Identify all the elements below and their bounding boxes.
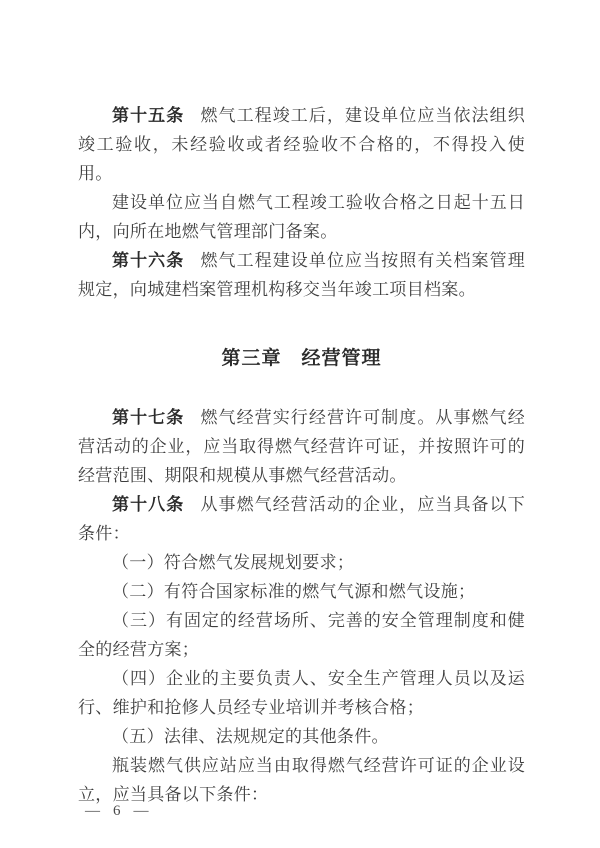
para-article-15-cont — [78, 188, 525, 246]
para-bottled-gas — [78, 751, 525, 809]
chapter-heading: 第三章 经营管理 — [221, 348, 382, 369]
bottled-gas-text: 瓶装燃气供应站应当由取得燃气经营许可证的企业设立，应当具备以下条件： — [78, 756, 525, 804]
document-body — [78, 101, 525, 809]
para-article-18 — [78, 490, 525, 548]
para-item-1 — [78, 548, 525, 577]
article-16-text: 燃气工程建设单位应当按照有关档案管理规定，向城建档案管理机构移交当年竣工项目档案。 — [78, 251, 525, 299]
article-16-number: 第十六条 — [112, 251, 185, 270]
para-item-2 — [78, 577, 525, 606]
item-4-text: （四）企业的主要负责人、安全生产管理人员以及运行、维护和抢修人员经专业培训并考核合格； — [78, 669, 525, 717]
item-3-text: （三）有固定的经营场所、完善的安全管理制度和健全的经营方案； — [78, 611, 525, 659]
article-17-text: 燃气经营实行经营许可制度。从事燃气经营活动的企业，应当取得燃气经营许可证，并按照许可的经营范围、期限和规模从事燃气经营活动。 — [78, 408, 525, 485]
article-15-cont-text: 建设单位应当自燃气工程竣工验收合格之日起十五日内，向所在地燃气管理部门备案。 — [78, 193, 525, 241]
article-18-text: 从事燃气经营活动的企业，应当具备以下条件： — [78, 495, 525, 543]
para-article-15 — [78, 101, 525, 188]
para-item-4 — [78, 664, 525, 722]
para-article-16 — [78, 246, 525, 304]
page-number-right-dash: — — [133, 803, 149, 819]
article-18-number: 第十八条 — [112, 495, 185, 514]
item-2-text: （二）有符合国家标准的燃气气源和燃气设施； — [112, 582, 476, 601]
page-number-left-dash: — — [85, 803, 100, 819]
article-17-number: 第十七条 — [112, 408, 185, 427]
item-1-text: （一）符合燃气发展规划要求； — [112, 553, 355, 572]
para-article-17 — [78, 403, 525, 490]
article-15-text: 燃气工程竣工后，建设单位应当依法组织竣工验收，未经验收或者经验收不合格的，不得投入使用。 — [78, 106, 525, 183]
para-item-3 — [78, 606, 525, 664]
page-number — [85, 803, 149, 820]
article-15-number: 第十五条 — [112, 106, 185, 125]
page-number-value: 6 — [113, 803, 121, 819]
item-5-text: （五）法律、法规规定的其他条件。 — [112, 727, 389, 746]
para-item-5 — [78, 722, 525, 751]
